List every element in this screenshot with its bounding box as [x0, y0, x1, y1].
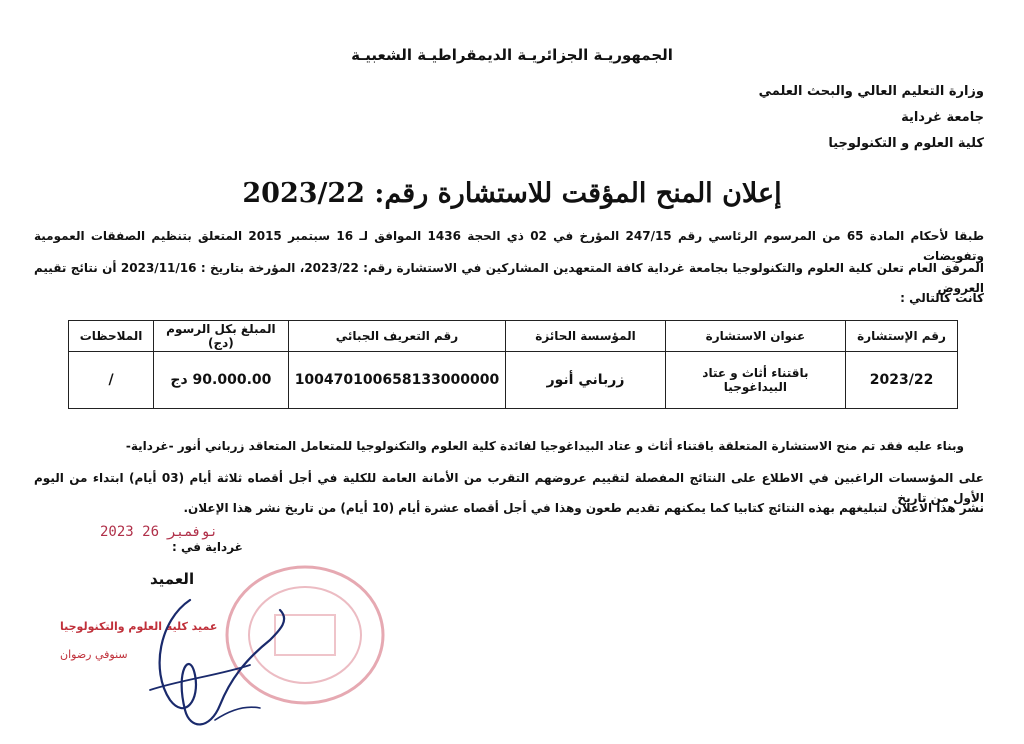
intro-paragraph-line3: كانت كالتالي :	[900, 291, 984, 305]
table-row	[69, 352, 958, 409]
stamp-title: عميد كلية العلوم والتكنولوجيا	[60, 620, 218, 633]
republic-header: الجمهوريـة الجزائريـة الديمقراطيـة الشعبيـة	[351, 46, 673, 64]
university-line: جامعة غرداية	[901, 110, 984, 125]
date-label: غرداية في :	[172, 540, 243, 554]
intro-paragraph-line1: طبقا لأحكام المادة 65 من المرسوم الرئاسي رقم 247/15 المؤرخ في 02 ذي الحجة 1436 الموافق لـ 16 سبتمبر 2015 المتعلق بتنظيم الصفقات العمومية وتفويضات	[34, 229, 985, 263]
ministry-line: وزارة التعليم العالي والبحث العلمي	[758, 84, 984, 99]
table-header-row	[69, 321, 958, 352]
cell-consultation-title: باقتناء أثاث و عتاد البيداغوجيا	[665, 352, 845, 409]
col-header-consultation-no: رقم الإستشارة	[846, 321, 958, 352]
faculty-line: كلية العلوم و التكنولوجيا	[828, 136, 984, 151]
col-header-notes: الملاحظات	[69, 321, 154, 352]
date-stamp: 2023 نوفمبر 26	[100, 524, 219, 540]
cell-tax-id: 100470100658133000000	[288, 352, 506, 409]
document-title: إعلان المنح المؤقت للاستشارة رقم: 2023/22	[242, 178, 782, 209]
cell-notes: /	[69, 352, 154, 409]
col-header-consultation-title: عنوان الاستشارة	[665, 321, 845, 352]
body-paragraph-line1: وبناء عليه فقد تم منح الاستشارة المتعلقة باقتناء أثاث و عتاد البيداغوجيا لفائدة كلية العلوم والتكنولوجيا للمتعامل المتعاقد زرباني أنور -غرداية-	[125, 439, 964, 453]
results-table	[68, 320, 958, 409]
col-header-amount: المبلغ بكل الرسوم (دج)	[154, 321, 289, 352]
cell-amount: 90.000.00 دج	[154, 352, 289, 409]
handwritten-signature-icon	[130, 580, 310, 740]
body-paragraph-line2: على المؤسسات الراغبين في الاطلاع على النتائج المفصلة لتقييم عروضهم التقرب من الأمانة العامة للكلية في أجل أقصاه ثلاثة أيام (03 أيام) ابتداء من اليوم الأول من تاريخ	[34, 471, 984, 505]
stamp-name: سنوفي رضوان	[60, 648, 128, 661]
cell-winner: زرباني أنور	[506, 352, 665, 409]
intro-paragraph-line2: المرفق العام تعلن كلية العلوم والتكنولوجيا بجامعة غرداية كافة المتعهدين المشاركين في الاستشارة رقم: 2023/22، المؤرخة بتاريخ : 2023/11/16 أن نتائج تقييم العروض	[34, 261, 985, 295]
dean-title: العميد	[150, 570, 195, 588]
body-paragraph-line3: نشر هذا الاعلان لتبليغهم بهذه النتائج كتابيا كما يمكنهم تقديم طعون وهذا في أجل أقصاه عشرة أيام (10 أيام) من تاريخ نشر هذا الإعلان.	[183, 501, 984, 515]
cell-consultation-no: 2023/22	[846, 352, 958, 409]
col-header-winner: المؤسسة الحائزة	[506, 321, 665, 352]
col-header-tax-id: رقم التعريف الجبائي	[288, 321, 506, 352]
